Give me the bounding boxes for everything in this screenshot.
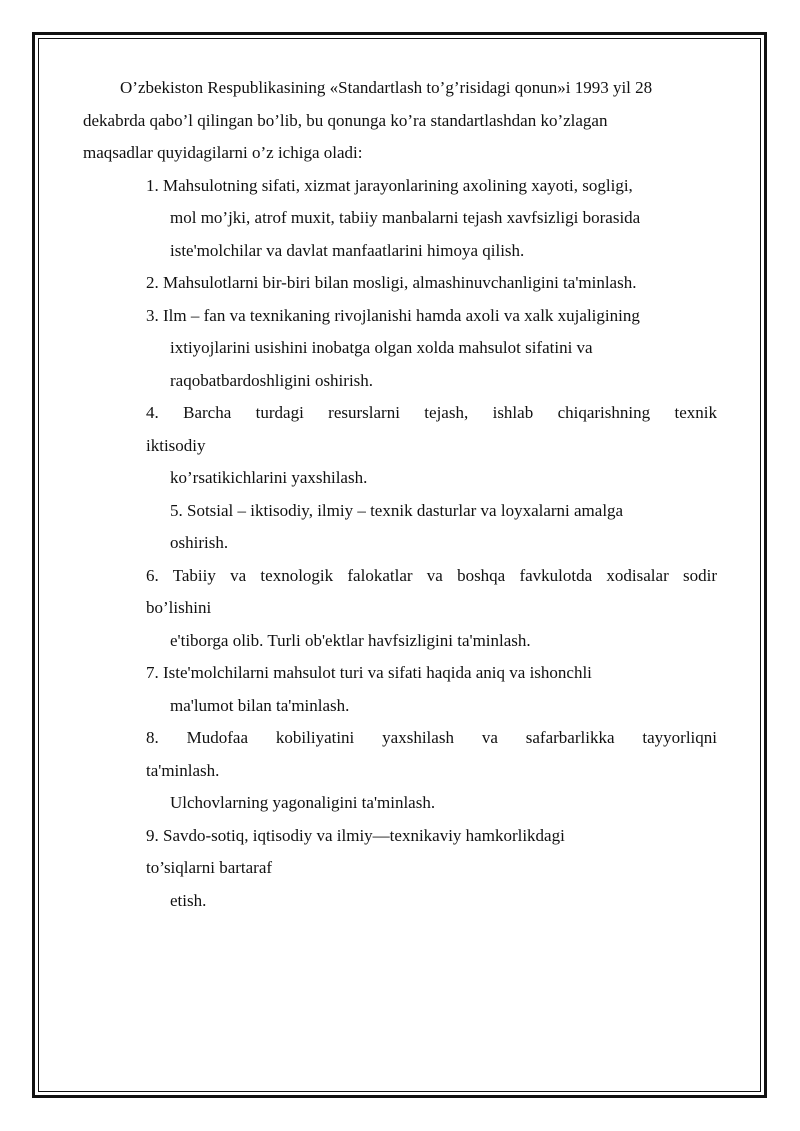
text-line: oshirish. <box>170 533 229 552</box>
text-line: mol mo’jki, atrof muxit, tabiiy manbalarni tejash xavfsizligi borasida <box>170 208 641 227</box>
text-line: bo’lishini <box>146 598 212 617</box>
text-line: 2. Mahsulotlarni bir-biri bilan mosligi, almashinuvchanligini ta'minlash. <box>146 273 637 292</box>
text-line: to’siqlarni bartaraf <box>146 858 273 877</box>
text-line: O’zbekiston Respublikasining «Standartlash to’g’risidagi qonun»i 1993 yil 28 <box>120 78 653 97</box>
text-line: etish. <box>170 890 207 910</box>
text-line: 7. Iste'molchilarni mahsulot turi va sifati haqida aniq va ishonchli <box>146 663 592 682</box>
text-line: 1. Mahsulotning sifati, xizmat jarayonlarining axolining xayoti, sogligi, <box>146 175 633 195</box>
text-line: 6. Tabiiy va texnologik falokatlar va boshqa favkulotda xodisalar sodir <box>146 565 717 585</box>
text-line: ko’rsatikichlarini yaxshilash. <box>170 468 368 487</box>
text-line: ma'lumot bilan ta'minlash. <box>170 695 350 715</box>
text-line: 4. Barcha turdagi resurslarni tejash, ishlab chiqarishning texnik <box>146 403 717 422</box>
text-line: e'tiborga olib. Turli ob'ektlar havfsizligini ta'minlash. <box>170 630 531 650</box>
text-line: iktisodiy <box>146 435 206 455</box>
text-line: raqobatbardoshligini oshirish. <box>170 370 374 390</box>
text-line: 9. Savdo-sotiq, iqtisodiy va ilmiy—texnikaviy hamkorlikdagi <box>146 825 565 845</box>
text-line: Ulchovlarning yagonaligini ta'minlash. <box>170 793 436 812</box>
text-line: ta'minlash. <box>146 760 220 780</box>
text-line: dekabrda qabo’l qilingan bo’lib, bu qonunga ko’ra standartlashdan ko’zlagan <box>83 110 608 130</box>
text-line: iste'molchilar va davlat manfaatlarini himoya qilish. <box>170 240 525 260</box>
text-line: 5. Sotsial – iktisodiy, ilmiy – texnik dasturlar va loyxalarni amalga <box>170 500 624 520</box>
text-line: 3. Ilm – fan va texnikaning rivojlanishi hamda axoli va xalk xujaligining <box>146 305 640 325</box>
text-line: ixtiyojlarini usishini inobatga olgan xolda mahsulot sifatini va <box>170 338 593 357</box>
document-body <box>83 72 717 917</box>
text-line: maqsadlar quyidagilarni o’z ichiga oladi: <box>83 143 363 162</box>
text-line: 8. Mudofaa kobiliyatini yaxshilash va safarbarlikka tayyorliqni <box>146 728 717 747</box>
